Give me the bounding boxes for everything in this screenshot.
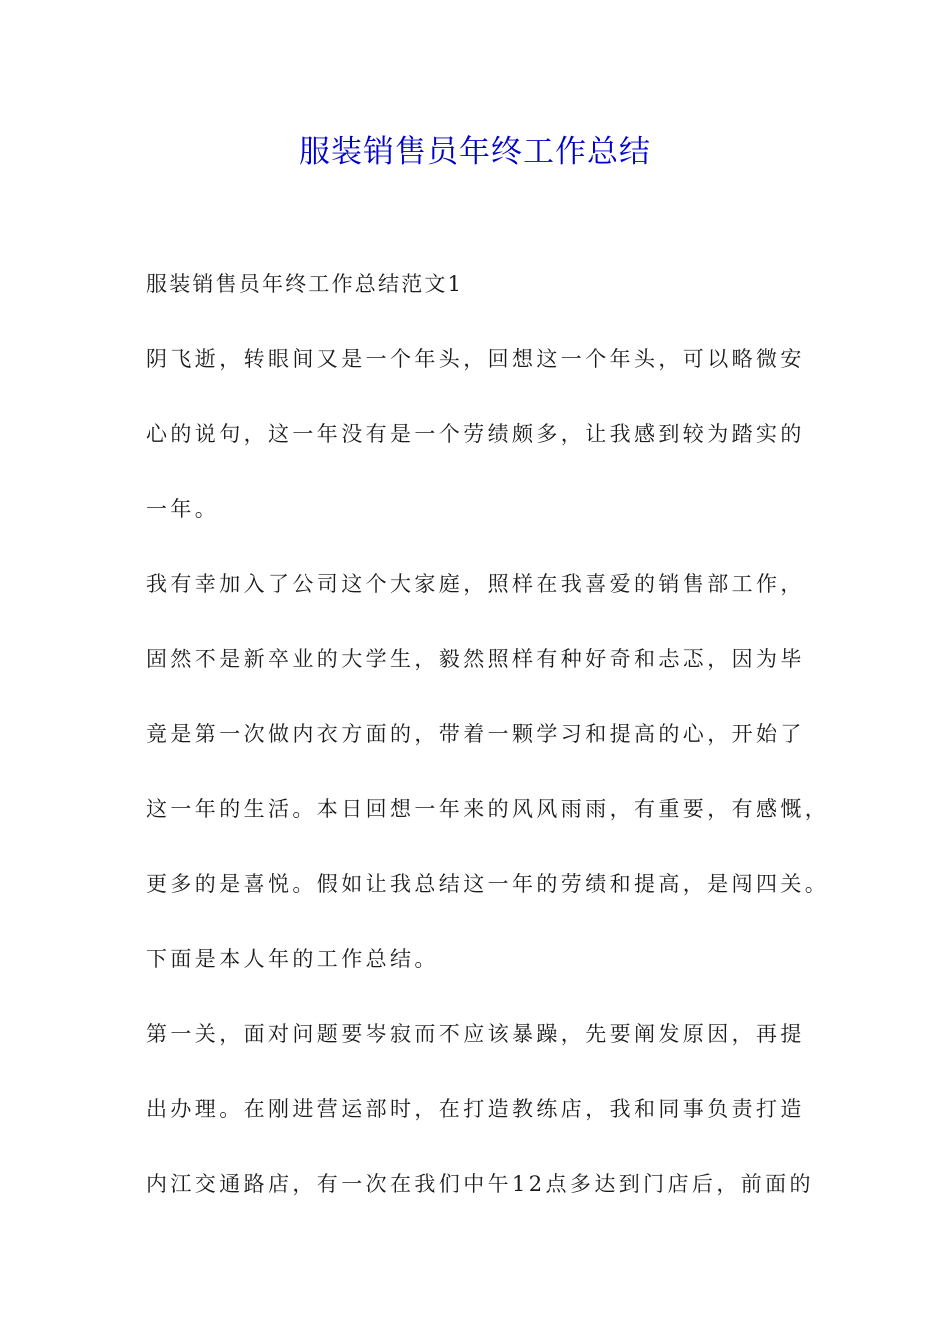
body-line: 我有幸加入了公司这个大家庭，照样在我喜爱的销售部工作， [146, 572, 805, 596]
body-line: 更多的是喜悦。假如让我总结这一年的劳绩和提高，是闯四关。 [146, 872, 830, 896]
body-line: 下面是本人年的工作总结。 [146, 947, 439, 971]
body-line: 竟是第一次做内衣方面的，带着一颗学习和提高的心，开始了 [146, 722, 805, 746]
body-line: 出办理。在刚进营运部时，在打造教练店，我和同事负责打造 [146, 1097, 805, 1121]
body-line: 固然不是新卒业的大学生，毅然照样有种好奇和忐忑，因为毕 [146, 647, 805, 671]
body-line: 阴飞逝，转眼间又是一个年头，回想这一个年头，可以略微安 [146, 347, 805, 371]
body-line: 第一关，面对问题要岑寂而不应该暴躁，先要阐发原因，再提 [146, 1022, 805, 1046]
body-line: 心的说句，这一年没有是一个劳绩颇多，让我感到较为踏实的 [146, 422, 805, 446]
subtitle-line: 服装销售员年终工作总结范文1 [146, 272, 464, 296]
body-line: 一年。 [146, 497, 220, 521]
document-title: 服装销售员年终工作总结 [299, 134, 651, 170]
body-line: 这一年的生活。本日回想一年来的风风雨雨，有重要，有感慨， [146, 797, 830, 821]
body-line: 内江交通路店，有一次在我们中午12点多达到门店后，前面的 [146, 1172, 814, 1196]
